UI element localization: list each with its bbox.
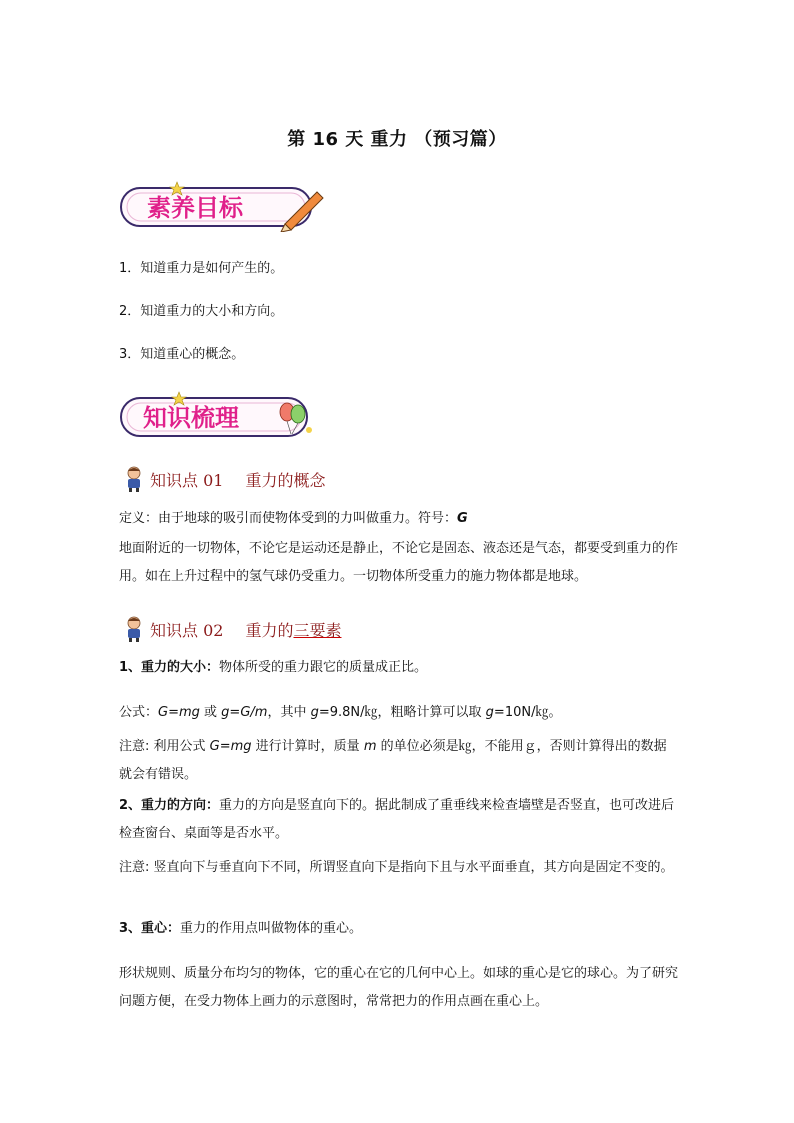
knowledge-banner-graphic xyxy=(117,390,327,442)
kp2-note-1 xyxy=(119,733,679,789)
knowledge-point-02-heading xyxy=(124,616,341,642)
goals-banner-graphic xyxy=(117,180,327,232)
goal-item: 3．知道重心的概念。 xyxy=(119,347,245,362)
formula-g-symbol: g xyxy=(485,705,494,720)
note1-text: 的单位必须是㎏，不能用ｇ，否则计算得出的数据就会有错误。 xyxy=(119,739,667,782)
kp2-name-b: 三要素 xyxy=(293,620,342,640)
kp1-name: 重力的概念 xyxy=(245,470,326,490)
formula-mid: ，其中 xyxy=(267,705,311,720)
formula-value-precise: =9.8N/㎏，粗略计算可以取 xyxy=(318,705,486,720)
kp2-formula xyxy=(119,704,561,722)
formula-prefix: 公式： xyxy=(119,705,159,720)
formula-value-rough: =10N/㎏。 xyxy=(493,705,562,720)
kp2-center-text: 重力的作用点叫做物体的重心。 xyxy=(180,921,363,936)
kp2-code: 知识点 02 xyxy=(150,620,224,640)
formula-g-symbol: g xyxy=(310,705,319,720)
kp2-direction-text: 重力的方向是竖直向下的。据此制成了重垂线来检查墙壁是否竖直，也可改进后检查窗台、桌面等是否水平。 xyxy=(119,798,675,841)
student-icon xyxy=(124,466,144,492)
kp1-definition xyxy=(119,510,468,528)
knowledge-banner xyxy=(117,390,327,442)
formula-g-mg: G=mg xyxy=(158,705,200,720)
knowledge-banner-label: 知识梳理 xyxy=(143,404,239,432)
kp1-code: 知识点 01 xyxy=(150,470,224,490)
page-title: 第 16 天 重力 （预习篇） xyxy=(287,129,507,150)
goals-banner xyxy=(117,180,327,232)
formula-or: 或 xyxy=(199,705,222,720)
kp2-direction xyxy=(119,792,679,848)
student-icon xyxy=(124,616,144,642)
kp2-center-head: 3、重心： xyxy=(119,921,181,936)
kp2-magnitude-head: 1、重力的大小： xyxy=(119,660,220,675)
kp2-magnitude-text: 物体所受的重力跟它的质量成正比。 xyxy=(219,660,428,675)
knowledge-point-01-heading xyxy=(124,466,325,492)
note1-text: 注意: 利用公式 xyxy=(119,739,210,754)
goal-item: 2．知道重力的大小和方向。 xyxy=(119,304,284,319)
kp2-magnitude xyxy=(119,659,427,677)
kp2-center xyxy=(119,920,362,938)
note1-formula: G=mg xyxy=(209,739,252,754)
kp1-body: 地面附近的一切物体，不论它是运动还是静止，不论它是固态、液态还是气态，都要受到重力的作用。如在上升过程中的氢气球仍受重力。一切物体所受重力的施力物体都是地球。 xyxy=(119,541,679,584)
formula-g-over-m: g=G/m xyxy=(221,705,268,720)
kp1-symbol: G xyxy=(457,511,468,526)
kp2-note-2: 注意: 竖直向下与垂直向下不同，所谓竖直向下是指向下且与水平面垂直，其方向是固定不变的。 xyxy=(119,860,674,875)
kp2-name-a: 重力的 xyxy=(245,620,294,640)
note1-text: 进行计算时，质量 xyxy=(251,739,364,754)
goal-item: 1．知道重力是如何产生的。 xyxy=(119,261,284,276)
kp2-center-body: 形状规则、质量分布均匀的物体，它的重心在它的几何中心上。如球的重心是它的球心。为了研究问题方便，在受力物体上画力的示意图时，常常把力的作用点画在重心上。 xyxy=(119,966,679,1009)
kp1-definition-text: 定义：由于地球的吸引而使物体受到的力叫做重力。符号： xyxy=(119,511,458,526)
note1-mass-symbol: m xyxy=(363,739,377,754)
goals-banner-label: 素养目标 xyxy=(147,194,243,222)
kp2-direction-head: 2、重力的方向： xyxy=(119,798,220,813)
